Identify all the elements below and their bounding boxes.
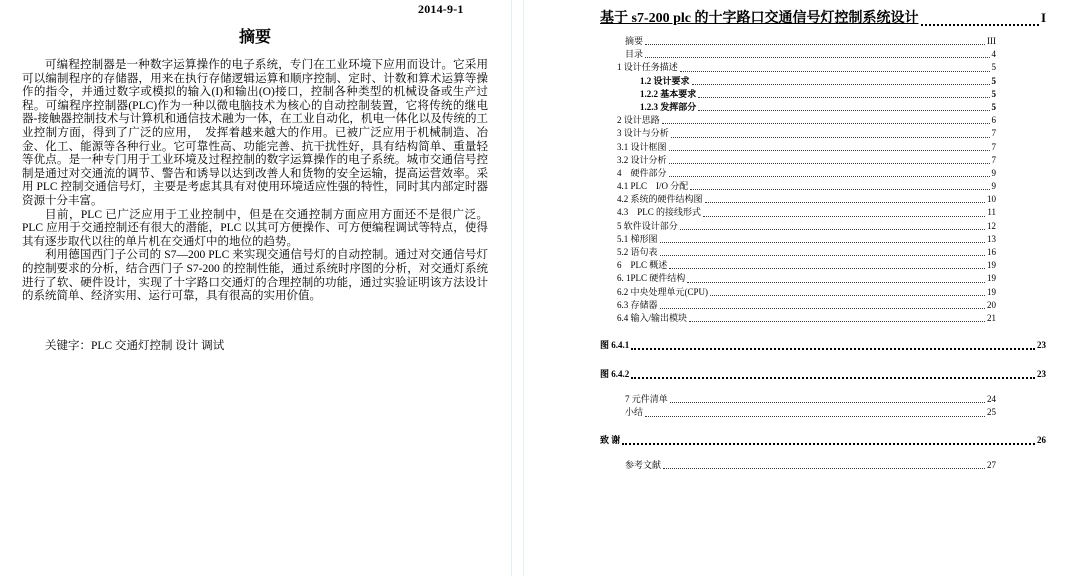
toc-entry[interactable] <box>617 272 996 285</box>
toc-entry-page: 11 <box>987 207 996 218</box>
toc-entry[interactable] <box>617 220 996 233</box>
toc-leader-dots <box>921 24 1039 26</box>
toc-entry[interactable] <box>617 61 996 74</box>
toc-entry-page: 7 <box>991 128 996 139</box>
toc-entry[interactable] <box>600 366 1046 383</box>
toc-entry-page: III <box>987 36 996 46</box>
toc-entry[interactable] <box>600 432 1046 449</box>
toc-leader-dots <box>690 189 989 190</box>
toc-entry-page: 9 <box>991 181 996 192</box>
toc-leader-dots <box>698 110 989 111</box>
toc-entry-label: 图 6.4.2 <box>600 369 630 380</box>
toc-entry-label: 5.1 梯形图 <box>617 233 658 244</box>
toc-entry-page: 26 <box>1037 434 1046 445</box>
toc-entry-page: 24 <box>987 394 996 405</box>
toc-entry-label: 6. 1PLC 硬件结构 <box>617 273 686 284</box>
toc-entry[interactable] <box>625 406 996 419</box>
abstract-body <box>22 24 488 353</box>
toc-entry-page: 23 <box>1037 369 1046 380</box>
toc-entry-page: 21 <box>987 312 996 323</box>
toc-entry-page: 5 <box>991 101 996 112</box>
toc-entry-page: 5 <box>991 88 996 99</box>
toc-entry-page: 19 <box>987 273 996 284</box>
toc-entry-page: 16 <box>987 247 996 257</box>
toc-entry-page: 4 <box>991 49 996 60</box>
toc-leader-dots <box>689 321 985 322</box>
toc-entry-label: 摘要 <box>625 36 644 46</box>
toc-list <box>600 35 1046 472</box>
toc-entry-label: 3.2 设计分析 <box>617 154 667 165</box>
toc-entry[interactable] <box>617 180 996 193</box>
toc-entry[interactable] <box>625 393 996 406</box>
toc-entry-label: 4.1 PLC I/O 分配 <box>617 181 689 192</box>
toc-leader-dots <box>680 229 985 230</box>
toc-leader-dots <box>698 97 989 98</box>
toc-entry-label: 6.2 中央处理单元(CPU) <box>617 286 709 297</box>
toc-entry[interactable] <box>617 193 996 206</box>
toc-entry[interactable] <box>617 141 996 154</box>
toc-entry[interactable] <box>640 101 996 114</box>
abstract-paragraph: 利用德国西门子公司的 S7—200 PLC 来实现交通信号灯的自动控制。通过对交通信号灯的控制要求的分析，结合西门子 S7-200 的控制性能，通过系统时序图的分析，对交通灯系统进行了软、硬件设计，实现了十字路口交通灯的合理控制的功能，通过实验证明该方法设计的系统简单、经济实用、运行可靠，具有很高的实用价值。 <box>22 249 488 303</box>
toc-entry-label: 5 软件设计部分 <box>617 220 678 231</box>
toc-entry-label: 4.3 PLC 的接线形式 <box>617 207 702 218</box>
toc-entry-label: 3.1 设计框图 <box>617 141 667 152</box>
toc-entry[interactable] <box>617 233 996 246</box>
toc-leader-dots <box>669 268 985 269</box>
date-stamp: 2014-9-1 <box>418 2 464 16</box>
toc-leader-dots <box>710 295 985 296</box>
toc-entry[interactable] <box>617 259 996 272</box>
toc-entry[interactable] <box>625 48 996 61</box>
toc-page <box>524 0 1072 576</box>
toc-leader-dots <box>670 402 985 403</box>
toc-leader-dots <box>645 57 989 58</box>
toc-leader-dots <box>660 242 985 243</box>
toc-entry-page: 5 <box>991 62 996 73</box>
toc-entry[interactable] <box>617 127 996 140</box>
toc-entry[interactable] <box>617 246 996 259</box>
toc-container <box>524 0 1072 472</box>
toc-entry-page: 13 <box>987 233 996 244</box>
abstract-paragraph: 可编程控制器是一种数字运算操作的电子系统，专门在工业环境下应用而设计。它采用可以编制程序的存储器，用来在执行存储逻辑运算和顺序控制、定时、计数和算术运算等操作的指令，并通过数字或模拟的输入(I)和输出(O)接口，控制各种类型的机械设备或生产过程。可编程序控制器(PLC)作为一种以微电脑技术为核心的自动控制装置，它将传统的继电器-接触器控制技术与计算机和通信技术融为一体，在工业自动化，机电一体化以及传统的工业控制方面，得到了广泛的应用， 发挥着越来越大的作用。已被广泛应用于机械制造、冶金、化工、能源等各种行业。它可靠性高、功能完善、抗干扰性好，具有结构简单、重量轻等优点。是一种专门用于工业环境及过程控制的数字运算操作的电子系统。城市交通信号控制是通过对交通流的调节、警告和诱导以达到改善人和货物的安全运输，提高运营效率。采用 PLC 控制交通信号灯，主要是考虑其具有对使用环境适应性强的特性，同时其内部定时器资源十分丰富。 <box>22 59 488 207</box>
toc-title-row[interactable] <box>600 8 1046 30</box>
toc-title-page: I <box>1040 10 1046 25</box>
toc-entry-page: 9 <box>991 167 996 178</box>
toc-leader-dots <box>692 84 990 85</box>
toc-entry[interactable] <box>625 35 996 48</box>
toc-entry-page: 27 <box>987 459 996 470</box>
toc-entry-label: 1 设计任务描述 <box>617 62 678 73</box>
toc-entry-page: 19 <box>987 286 996 297</box>
toc-entry[interactable] <box>617 206 996 219</box>
toc-entry-label: 1.2.3 发挥部分 <box>640 101 697 112</box>
toc-leader-dots <box>671 137 990 138</box>
toc-leader-dots <box>669 163 990 164</box>
toc-entry[interactable] <box>600 337 1046 354</box>
toc-leader-dots <box>645 416 985 417</box>
toc-leader-dots <box>662 123 990 124</box>
toc-entry-label: 小结 <box>625 407 644 418</box>
page-separator <box>511 0 524 576</box>
toc-entry-page: 23 <box>1037 340 1046 351</box>
toc-leader-dots <box>669 176 990 177</box>
toc-entry-label: 3 设计与分析 <box>617 128 669 139</box>
toc-entry[interactable] <box>640 88 996 101</box>
toc-entry-label: 1.2.2 基本要求 <box>640 88 697 99</box>
toc-entry-label: 参考文献 <box>625 459 662 470</box>
toc-entry-label: 5.2 语句表 <box>617 247 658 257</box>
toc-leader-dots <box>631 348 1035 350</box>
toc-entry-label: 4 硬件部分 <box>617 167 667 178</box>
toc-leader-dots <box>687 282 985 283</box>
abstract-title: 摘要 <box>238 29 271 46</box>
toc-leader-dots <box>669 150 990 151</box>
toc-entry-label: 致 谢 <box>600 434 621 445</box>
toc-entry[interactable] <box>617 299 996 312</box>
toc-entry-label: 6.3 存储器 <box>617 299 658 310</box>
toc-entry-page: 25 <box>987 407 996 418</box>
toc-entry[interactable] <box>640 75 996 88</box>
toc-leader-dots <box>631 377 1035 379</box>
toc-leader-dots <box>663 468 985 469</box>
toc-title: 基于 s7-200 plc 的十字路口交通信号灯控制系统设计 <box>600 11 919 26</box>
toc-entry[interactable] <box>617 286 996 299</box>
toc-entry-page: 10 <box>987 194 996 205</box>
toc-entry-label: 目录 <box>625 49 644 60</box>
abstract-paragraph: 目前，PLC 已广泛应用于工业控制中，但是在交通控制方面应用方面还不是很广泛。PLC 应用于交通控制还有很大的潜能，PLC 以其可方便操作、可方便编程调试等特点，使得其有逐步取代以往的单片机在交通灯中的地位的趋势。 <box>22 208 488 248</box>
toc-entry-page: 7 <box>991 141 996 152</box>
toc-entry-label: 图 6.4.1 <box>600 340 630 351</box>
keywords-line: 关键字：PLC 交通灯控制 设计 调试 <box>45 339 225 352</box>
toc-entry-label: 6.4 输入/输出模块 <box>617 312 688 323</box>
toc-leader-dots <box>660 255 985 256</box>
toc-entry-page: 7 <box>991 154 996 165</box>
toc-entry-page: 20 <box>987 299 996 310</box>
toc-entry-label: 1.2 设计要求 <box>640 75 690 86</box>
toc-leader-dots <box>645 44 985 45</box>
toc-leader-dots <box>622 443 1035 445</box>
toc-entry[interactable] <box>617 114 996 127</box>
toc-entry-page: 6 <box>991 115 996 126</box>
toc-entry-label: 2 设计思路 <box>617 115 660 126</box>
toc-entry-label: 6 PLC 概述 <box>617 260 668 271</box>
toc-entry[interactable] <box>617 312 996 325</box>
toc-leader-dots <box>680 71 990 72</box>
toc-entry-page: 12 <box>987 220 996 231</box>
toc-entry-label: 4.2 系统的硬件结构图 <box>617 194 703 205</box>
toc-leader-dots <box>703 216 985 217</box>
toc-entry-label: 7 元件清单 <box>625 394 668 405</box>
toc-leader-dots <box>705 202 985 203</box>
toc-entry[interactable] <box>625 459 996 472</box>
toc-entry-page: 19 <box>987 260 996 271</box>
toc-entry-page: 5 <box>991 75 996 86</box>
toc-leader-dots <box>660 308 985 309</box>
toc-entry[interactable] <box>617 167 996 180</box>
toc-entry[interactable] <box>617 154 996 167</box>
abstract-page <box>0 0 511 576</box>
